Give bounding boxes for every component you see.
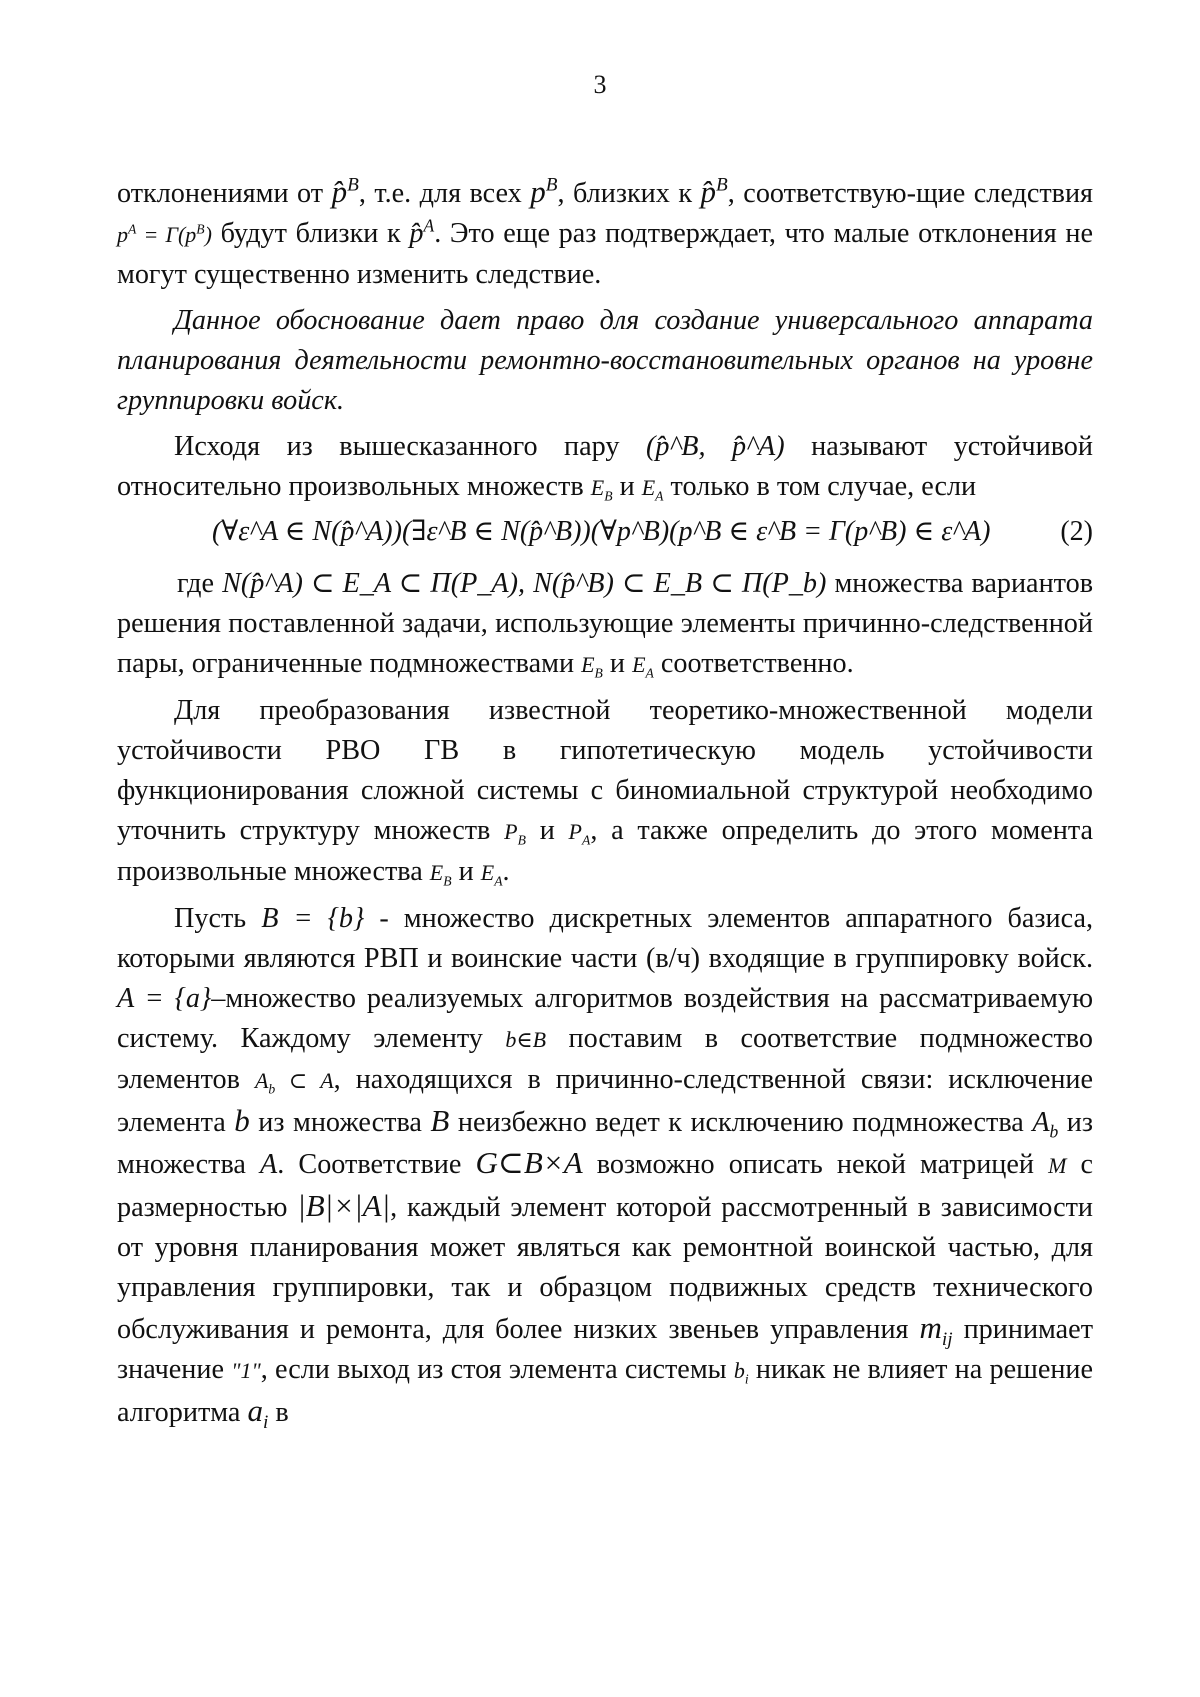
math-p-hat-b: p̂$^B$ bbox=[331, 174, 359, 209]
paragraph-1: отклонениями от p̂$^B$, т.е. для всех $p^B$, близких к p̂$^B$, соответствую-щие следствия $p^A = \Gamma(p^B)$ будут близки к p̂$^A$. Это еще раз подтверждает, что малые отклонения не могут существенно изменить следствие. bbox=[117, 174, 1094, 290]
math-e-a: $E_A$ bbox=[641, 475, 664, 504]
math-p-a-set: $P_A$ bbox=[568, 819, 591, 848]
math-a-capital: A bbox=[260, 1149, 278, 1180]
math-dimension: |B|×|A| bbox=[297, 1188, 391, 1223]
math-g-relation: G⊂B×A bbox=[475, 1145, 583, 1180]
math-a-set: A = {a} bbox=[117, 983, 212, 1014]
math-e-b-3: $E_B$ bbox=[429, 860, 452, 889]
page-number: 3 bbox=[593, 70, 607, 99]
math-p-b: $p^B$ bbox=[530, 174, 558, 209]
math-matrix-m: M bbox=[1048, 1153, 1067, 1178]
math-p-b-set: $P_B$ bbox=[504, 819, 526, 848]
math-m-ij: $m_{ij}$ bbox=[919, 1310, 953, 1351]
math-e-b: $E_B$ bbox=[590, 475, 613, 504]
body-text bbox=[117, 172, 1093, 1433]
math-b-capital: B bbox=[430, 1103, 450, 1138]
math-b-element: b bbox=[234, 1103, 250, 1138]
formula-2 bbox=[117, 512, 1093, 558]
math-a-i: $a_i$ bbox=[247, 1393, 269, 1434]
paragraph-5: Для преобразования известной теоретико-множественной модели устойчивости РВО ГВ в гипотетическую модель устойчивости функционирования сложной системы с биномиальной структурой необходимо уточнить структуру множеств $P_B$ и $P_A$, а также определить до этого момента произвольные множества $E_B$ и $E_A$. bbox=[117, 695, 1094, 889]
paragraph-6: Пусть B = {b} - множество дискретных элементов аппаратного базиса, которыми являются РВП и воинские части (в/ч) входящие в группировку войск. A = {a}–множество реализуемых алгоритмов воздействия на рассматриваемую систему. Каждому элементу b∈B поставим в соответствие подмножество элементов $A_b$ ⊂ A, находящихся в причинно-следственной связи: исключение элемента b из множества B неизбежно ведет к исключению подмножества $A_b$ из множества A. Соответствие G⊂B×A возможно описать некой матрицей M с размерностью |B|×|A|, каждый элемент которой рассмотренный в зависимости от уровня планирования может являться как ремонтной воинской частью, для управления группировки, так и образцом подвижных средств технического обслуживания и ремонта, для более низких звеньев управления $m_{ij}$ принимает значение "1", если выход из стоя элемента системы $b_i$ никак не влияет на решение алгоритма $a_i$ в bbox=[117, 903, 1094, 1434]
paragraph-2-italic: Данное обоснование дает право для создание универсального аппарата планирования деятельности ремонтно-восстановительных органов на уровне группировки войск. bbox=[117, 305, 1093, 416]
math-p-hat-a: p̂$^A$ bbox=[409, 215, 435, 249]
math-a-b-subset: $A_b$ ⊂ A bbox=[254, 1068, 334, 1097]
math-b-set: B = {b} bbox=[261, 903, 365, 934]
formula-number: (2) bbox=[1060, 516, 1093, 547]
paragraph-3: Исходя из вышесказанного пару (p̂^B, p̂^A) называют устойчивой относительно произвольных множеств $E_B$ и $E_A$ только в том случае, если bbox=[117, 431, 1093, 504]
math-e-a-3: $E_A$ bbox=[480, 860, 503, 889]
math-value-one: "1" bbox=[231, 1358, 261, 1383]
math-p-hat-b-2: p̂$^B$ bbox=[700, 174, 728, 209]
paragraph-4: где N(p̂^A) ⊂ E_A ⊂ Π(P_A), N(p̂^B) ⊂ E_B ⊂ Π(P_b) множества вариантов решения поставленной задачи, использующие элементы причинно-следственной пары, ограниченные подмножествами $E_B$ и $E_A$ соответственно. bbox=[117, 568, 1094, 681]
math-b-in-b: b∈B bbox=[505, 1027, 547, 1052]
math-e-a-2: $E_A$ bbox=[632, 652, 654, 681]
math-consequence: $p^A = \Gamma(p^B)$ bbox=[117, 221, 212, 247]
math-pair: (p̂^B, p̂^A) bbox=[645, 431, 785, 462]
formula-expression: (∀ε^A ∈ N(p̂^A))(∃ε^B ∈ N(p̂^B))(∀p^B)(p^B ∈ ε^B = Γ(p^B) ∈ ε^A) bbox=[212, 516, 991, 547]
math-a-b: $A_b$ bbox=[1032, 1107, 1059, 1142]
math-b-i: $b_i$ bbox=[733, 1358, 749, 1387]
math-variant-sets: N(p̂^A) ⊂ E_A ⊂ Π(P_A), N(p̂^B) ⊂ E_B ⊂ Π(P_b) bbox=[222, 568, 827, 599]
math-e-b-2: $E_B$ bbox=[581, 652, 603, 681]
